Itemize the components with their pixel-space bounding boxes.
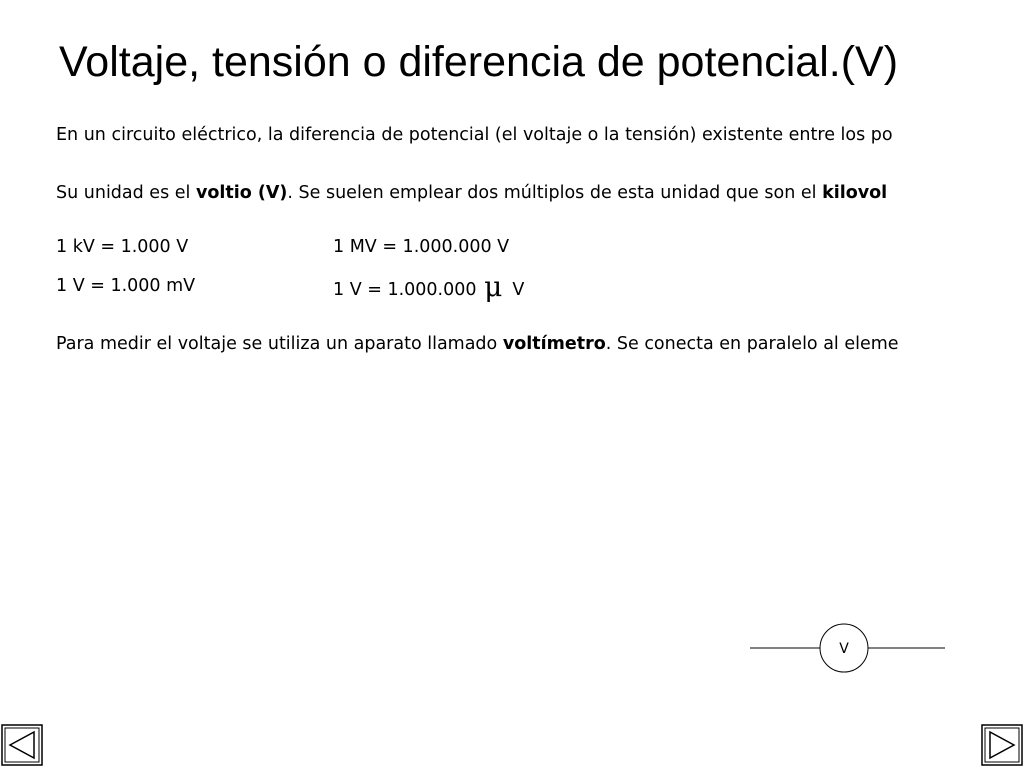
- equation-millivolt: 1 V = 1.000 mV: [56, 276, 196, 296]
- voltmeter-symbol: [748, 620, 948, 676]
- slide-title: Voltaje, tensión o diferencia de potencial.(V): [59, 38, 899, 86]
- mu-symbol: μ: [484, 270, 503, 303]
- voltmeter-label: V: [839, 641, 849, 657]
- equation-kilovolt: 1 kV = 1.000 V: [56, 237, 189, 257]
- voltmeter-text-pre: Para medir el voltaje se utiliza un aparato llamado: [56, 334, 503, 354]
- next-slide-button[interactable]: [981, 724, 1023, 766]
- microvolt-suffix: V: [512, 280, 525, 300]
- paragraph-voltmeter: [56, 333, 1024, 355]
- microvolt-prefix: 1 V = 1.000.000: [333, 280, 477, 300]
- voltmeter-text-post: . Se conecta en paralelo al eleme: [605, 334, 899, 354]
- previous-slide-button[interactable]: [1, 724, 43, 766]
- unit-text-pre: Su unidad es el: [56, 183, 196, 203]
- unit-text-mid: . Se suelen emplear dos múltiplos de esta unidad que son el: [287, 183, 823, 203]
- unit-kilovolt-bold: kilovol: [822, 183, 888, 203]
- voltmeter-bold: voltímetro: [502, 334, 606, 354]
- equation-microvolt: [333, 270, 525, 303]
- equation-megavolt: 1 MV = 1.000.000 V: [333, 237, 510, 257]
- paragraph-unit: [56, 182, 1024, 204]
- paragraph-potential-difference: En un circuito eléctrico, la diferencia de potencial (el voltaje o la tensión) existente entre los po: [56, 125, 893, 145]
- unit-volt-bold: voltio (V): [195, 183, 288, 203]
